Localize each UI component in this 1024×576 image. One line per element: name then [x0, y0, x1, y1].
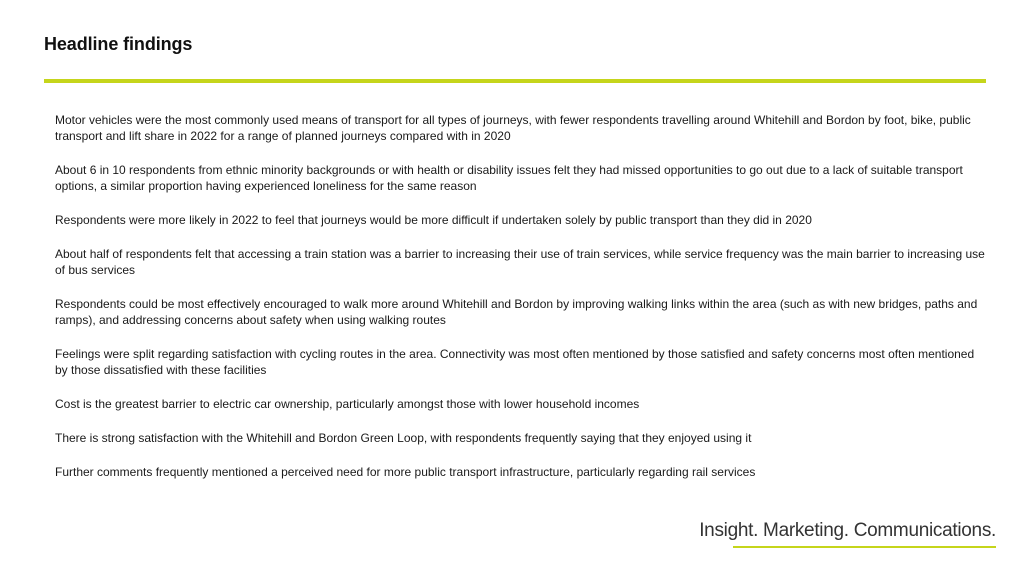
finding-item: Respondents could be most effectively encouraged to walk more around Whitehill and Bordon by improving walking links within the area (such as with new bridges, paths and ramps), and addressing concerns about safety when using walking routes [55, 297, 978, 327]
title-divider [44, 79, 986, 83]
brand-logo-text: Insight. Marketing. Communications. [699, 520, 996, 541]
brand-underline [733, 546, 996, 548]
finding-item: There is strong satisfaction with the Whitehill and Bordon Green Loop, with respondents frequently saying that they enjoyed using it [55, 431, 752, 445]
finding-item: About 6 in 10 respondents from ethnic minority backgrounds or with health or disability issues felt they had missed opportunities to go out due to a lack of suitable transport options, a similar proportion having experienced loneliness for the same reason [55, 163, 963, 193]
finding-item: About half of respondents felt that accessing a train station was a barrier to increasing their use of train services, while service frequency was the main barrier to increasing use of bus services [55, 247, 985, 277]
finding-item: Cost is the greatest barrier to electric car ownership, particularly amongst those with lower household incomes [55, 397, 640, 411]
page-title: Headline findings [44, 34, 193, 54]
finding-item: Feelings were split regarding satisfaction with cycling routes in the area. Connectivity was most often mentioned by those satisfied and safety concerns most often mentioned by those dissatisfied with these facilities [55, 347, 975, 377]
finding-item: Further comments frequently mentioned a perceived need for more public transport infrastructure, particularly regarding rail services [55, 465, 756, 479]
finding-item: Respondents were more likely in 2022 to feel that journeys would be more difficult if undertaken solely by public transport than they did in 2020 [55, 213, 812, 227]
finding-item: Motor vehicles were the most commonly used means of transport for all types of journeys, with fewer respondents travelling around Whitehill and Bordon by foot, bike, public transport and lift share in 2022 for a range of planned journeys compared with in 2020 [55, 113, 971, 143]
findings-list [55, 112, 990, 480]
